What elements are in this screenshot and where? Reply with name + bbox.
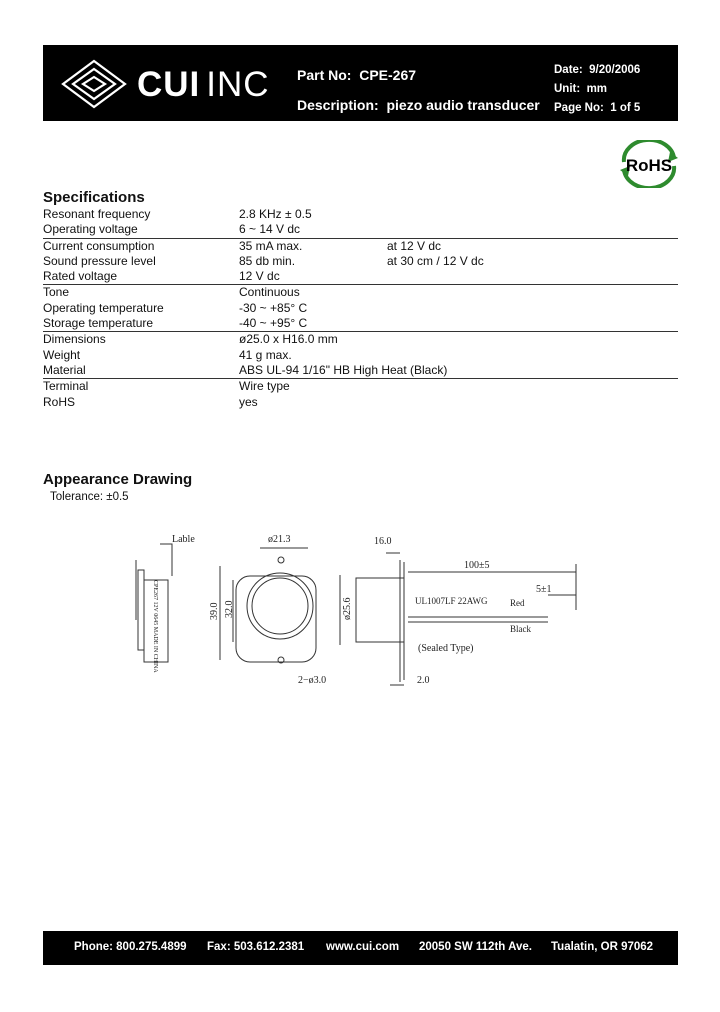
footer-fax: Fax: 503.612.2381 [207,941,305,953]
spec-row [43,239,678,254]
spec-row [43,348,678,363]
spec-label: Dimensions [43,332,106,347]
spec-row [43,363,678,379]
spec-value: 85 db min. [239,253,296,268]
spec-value: -30 ~ +85° C [239,300,308,315]
spec-label: Current consumption [43,238,155,253]
spec-condition: at 12 V dc [387,238,442,253]
spec-row [43,207,678,222]
spec-label: Rated voltage [43,269,118,284]
label-h320: 32.0 [224,600,235,618]
label-side-text: CPE267 12V 0645 MADE IN CHINA [152,580,158,673]
label-black: Black [510,624,531,634]
label-lable: Lable [172,534,195,545]
spec-label: Weight [43,347,81,362]
footer-web[interactable]: www.cui.com [326,941,400,953]
label-red: Red [510,598,525,608]
spec-value: -40 ~ +95° C [239,316,308,331]
spec-value: 6 ~ 14 V dc [239,222,301,237]
footer-city: Tualatin, OR 97062 [551,941,654,953]
unit-value: mm [586,83,608,95]
logo-bold: CUI [137,65,201,104]
spec-row [43,316,678,332]
spec-value: 12 V dc [239,269,280,284]
rohs-badge-text: RoHS [625,156,673,175]
spec-label: Sound pressure level [43,253,156,268]
label-d213: ø21.3 [268,534,291,545]
spec-row [43,301,678,316]
spec-condition: at 30 cm / 12 V dc [387,253,484,268]
label-len5: 5±1 [536,584,552,595]
appearance-title: Appearance Drawing [43,471,193,488]
spec-value: ABS UL-94 1/16" HB High Heat (Black) [239,362,448,377]
spec-label: Operating temperature [43,300,164,315]
spec-row [43,395,678,410]
spec-value: yes [239,394,258,409]
date-value: 9/20/2006 [589,64,641,76]
header-bar [43,45,678,121]
footer-phone: Phone: 800.275.4899 [74,941,187,953]
label-d256: ø25.6 [342,597,353,620]
spec-value: Continuous [239,285,300,300]
spec-value: ø25.0 x H16.0 mm [239,332,338,347]
spec-label: RoHS [43,394,76,409]
header-meta [554,61,640,118]
appearance-drawing [128,520,588,700]
spec-row [43,254,678,269]
rohs-badge-icon [618,140,680,188]
spec-label: Resonant frequency [43,207,151,221]
footer-address: 20050 SW 112th Ave. [419,941,532,953]
label-len100: 100±5 [464,560,490,571]
date-label: Date: [554,64,583,76]
cui-logo [59,57,269,111]
cui-logo-mark-icon [59,57,129,111]
spec-value: 35 mA max. [239,238,303,253]
spec-row [43,332,678,347]
specifications-title: Specifications [43,189,145,206]
footer-bar [43,931,678,965]
part-value: CPE-267 [359,67,417,83]
label-w20: 2.0 [417,675,430,686]
logo-text [137,65,270,105]
desc-value: piezo audio transducer [386,97,540,113]
page-label: Page No: [554,102,604,114]
spec-label: Operating voltage [43,222,138,237]
spec-row [43,285,678,300]
spec-label: Tone [43,285,70,300]
spec-value: 2.8 KHz ± 0.5 [239,207,312,221]
logo-light: INC [206,65,270,104]
specifications-table [43,207,678,410]
spec-label: Terminal [43,379,89,394]
desc-label: Description: [297,97,379,113]
spec-value: 41 g max. [239,347,292,362]
spec-row [43,269,678,285]
label-sealed: (Sealed Type) [418,643,474,654]
part-label: Part No: [297,67,352,83]
spec-label: Storage temperature [43,316,154,331]
spec-value: Wire type [239,379,290,394]
spec-row [43,222,678,238]
label-h390: 39.0 [209,602,220,620]
page-value: 1 of 5 [610,102,641,114]
label-w160: 16.0 [374,536,392,547]
label-holes: 2−ø3.0 [298,675,327,686]
spec-row [43,379,678,394]
spec-label: Material [43,362,86,377]
unit-label: Unit: [554,83,581,95]
label-wire: UL1007LF 22AWG [415,596,488,606]
header-part-info [297,60,540,120]
tolerance-note: Tolerance: ±0.5 [50,491,129,503]
